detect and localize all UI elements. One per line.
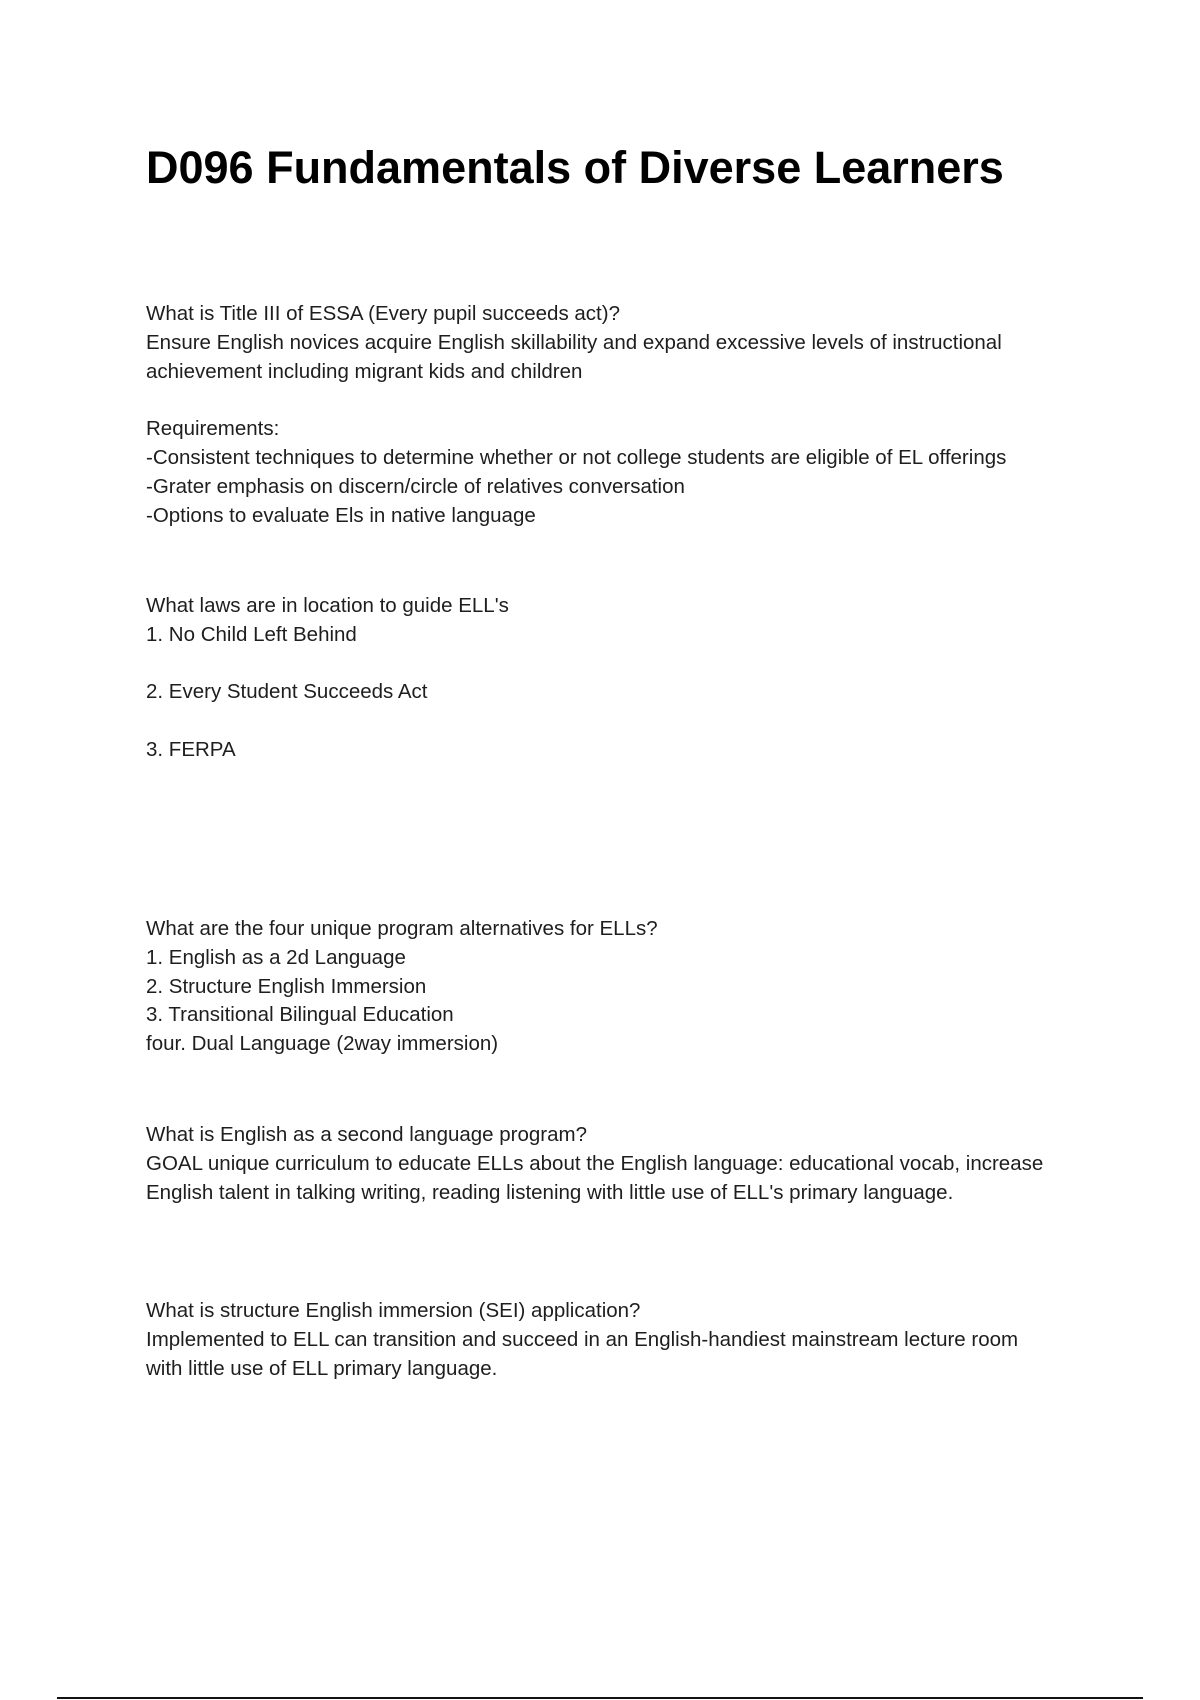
requirement-item: -Options to evaluate Els in native language (146, 503, 536, 527)
section-laws (146, 592, 1096, 765)
section-program-alternatives (146, 915, 1096, 1059)
question-text: What laws are in location to guide ELL's (146, 594, 509, 617)
list-item: four. Dual Language (2way immersion) (146, 1032, 499, 1056)
answer-text: GOAL unique curriculum to educate ELLs about the English language: educational vocab, increase English talent in talking writing, reading listening with little use of ELL's primary language. (146, 1151, 1044, 1204)
requirement-item: -Consistent techniques to determine whether or not college students are eligible of EL offerings (146, 445, 1007, 469)
page-title: D096 Fundamentals of Diverse Learners (146, 142, 1004, 193)
list-item: 1. No Child Left Behind (146, 622, 357, 646)
requirement-item: -Grater emphasis on discern/circle of relatives conversation (146, 474, 685, 498)
section-title-iii (146, 300, 1096, 530)
list-item: 2. Structure English Immersion (146, 974, 427, 998)
answer-text: Implemented to ELL can transition and succeed in an English-handiest mainstream lecture room with little use of ELL primary language. (146, 1327, 1019, 1380)
list-item: 3. Transitional Bilingual Education (146, 1003, 454, 1027)
list-item: 1. English as a 2d Language (146, 945, 406, 969)
list-item: 3. FERPA (146, 737, 236, 761)
list-item: 2. Every Student Succeeds Act (146, 680, 428, 704)
question-text: What is Title III of ESSA (Every pupil succeeds act)? (146, 302, 620, 325)
section-esl-program (146, 1121, 1096, 1207)
requirements-heading: Requirements: (146, 417, 280, 441)
section-sei-application (146, 1297, 1096, 1383)
question-text: What is English as a second language program? (146, 1123, 588, 1146)
question-text: What are the four unique program alternatives for ELLs? (146, 917, 658, 940)
footer-divider (57, 1697, 1143, 1699)
answer-text: Ensure English novices acquire English skillability and expand excessive levels of instructional achievement including migrant kids and children (146, 330, 1002, 383)
question-text: What is structure English immersion (SEI) application? (146, 1299, 641, 1322)
